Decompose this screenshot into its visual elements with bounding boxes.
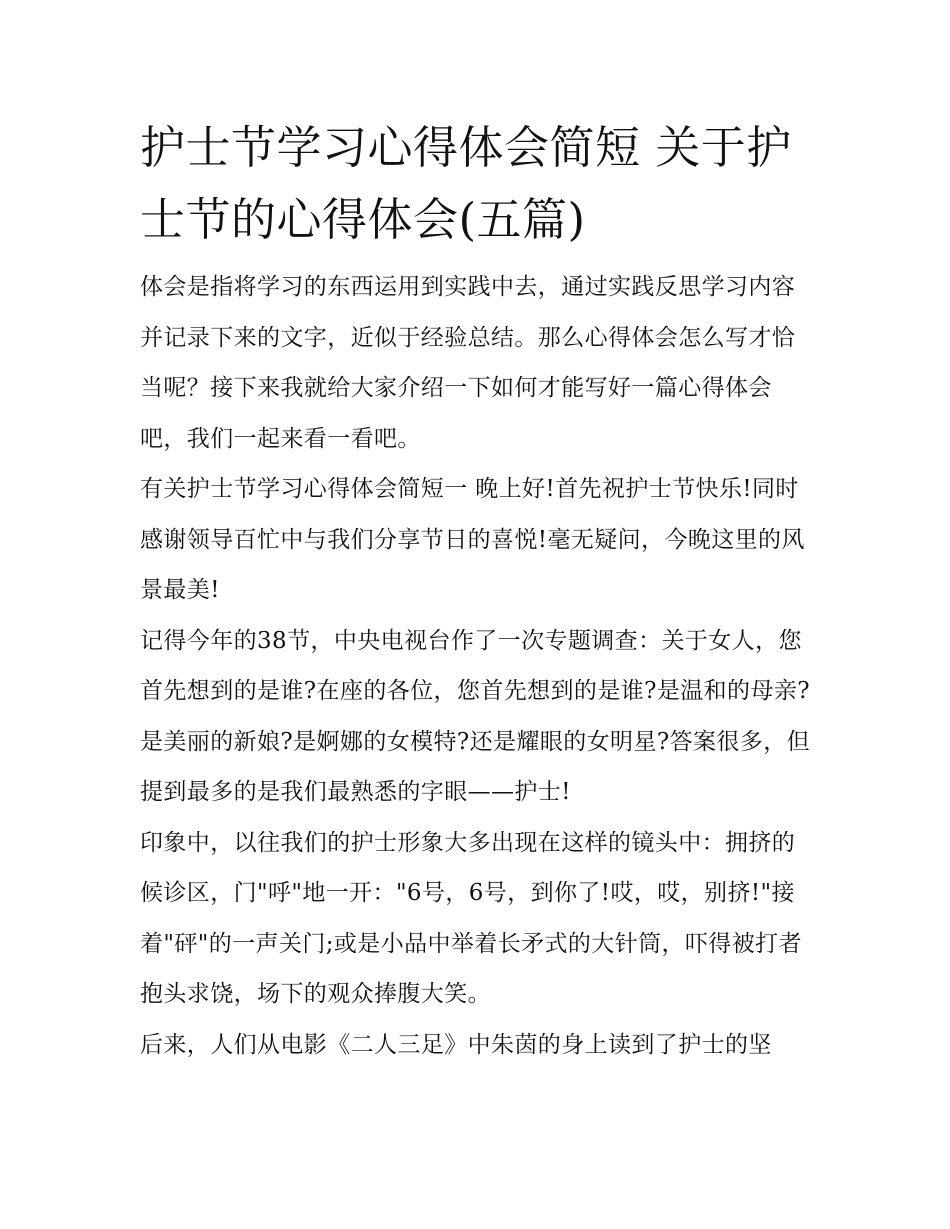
document-body [140,112,812,1070]
paragraph-survey: 记得今年的38节，中央电视台作了一次专题调查：关于女人，您首先想到的是谁?在座的各位，您首先想到的是谁?是温和的母亲?是美丽的新娘?是婀娜的女模特?还是耀眼的女明星?答案很多，但提到最多的是我们最熟悉的字眼——护士! [140,627,810,805]
document-title: 护士节学习心得体会简短 关于护士节的心得体会(五篇) [140,121,792,246]
paragraph-film: 后来，人们从电影《二人三足》中朱茵的身上读到了护士的坚 [140,1031,772,1058]
paragraph-impression: 印象中，以往我们的护士形象大多出现在这样的镜头中：拥挤的候诊区，门"呼"地一开："6号，6号，到你了!哎，哎，别挤!"接着"砰"的一声关门;或是小品中举着长矛式的大针筒，吓得被打者抱头求饶，场下的观众捧腹大笑。 [140,829,802,1007]
paragraph-greeting: 有关护士节学习心得体会简短一 晚上好!首先祝护士节快乐!同时感谢领导百忙中与我们分享节日的喜悦!毫无疑问，今晚这里的风景最美! [140,476,805,603]
paragraph-intro: 体会是指将学习的东西运用到实践中去，通过实践反思学习内容并记录下来的文字，近似于经验总结。那么心得体会怎么写才恰当呢？接下来我就给大家介绍一下如何才能写好一篇心得体会吧，我们一起来看一看吧。 [140,274,796,452]
